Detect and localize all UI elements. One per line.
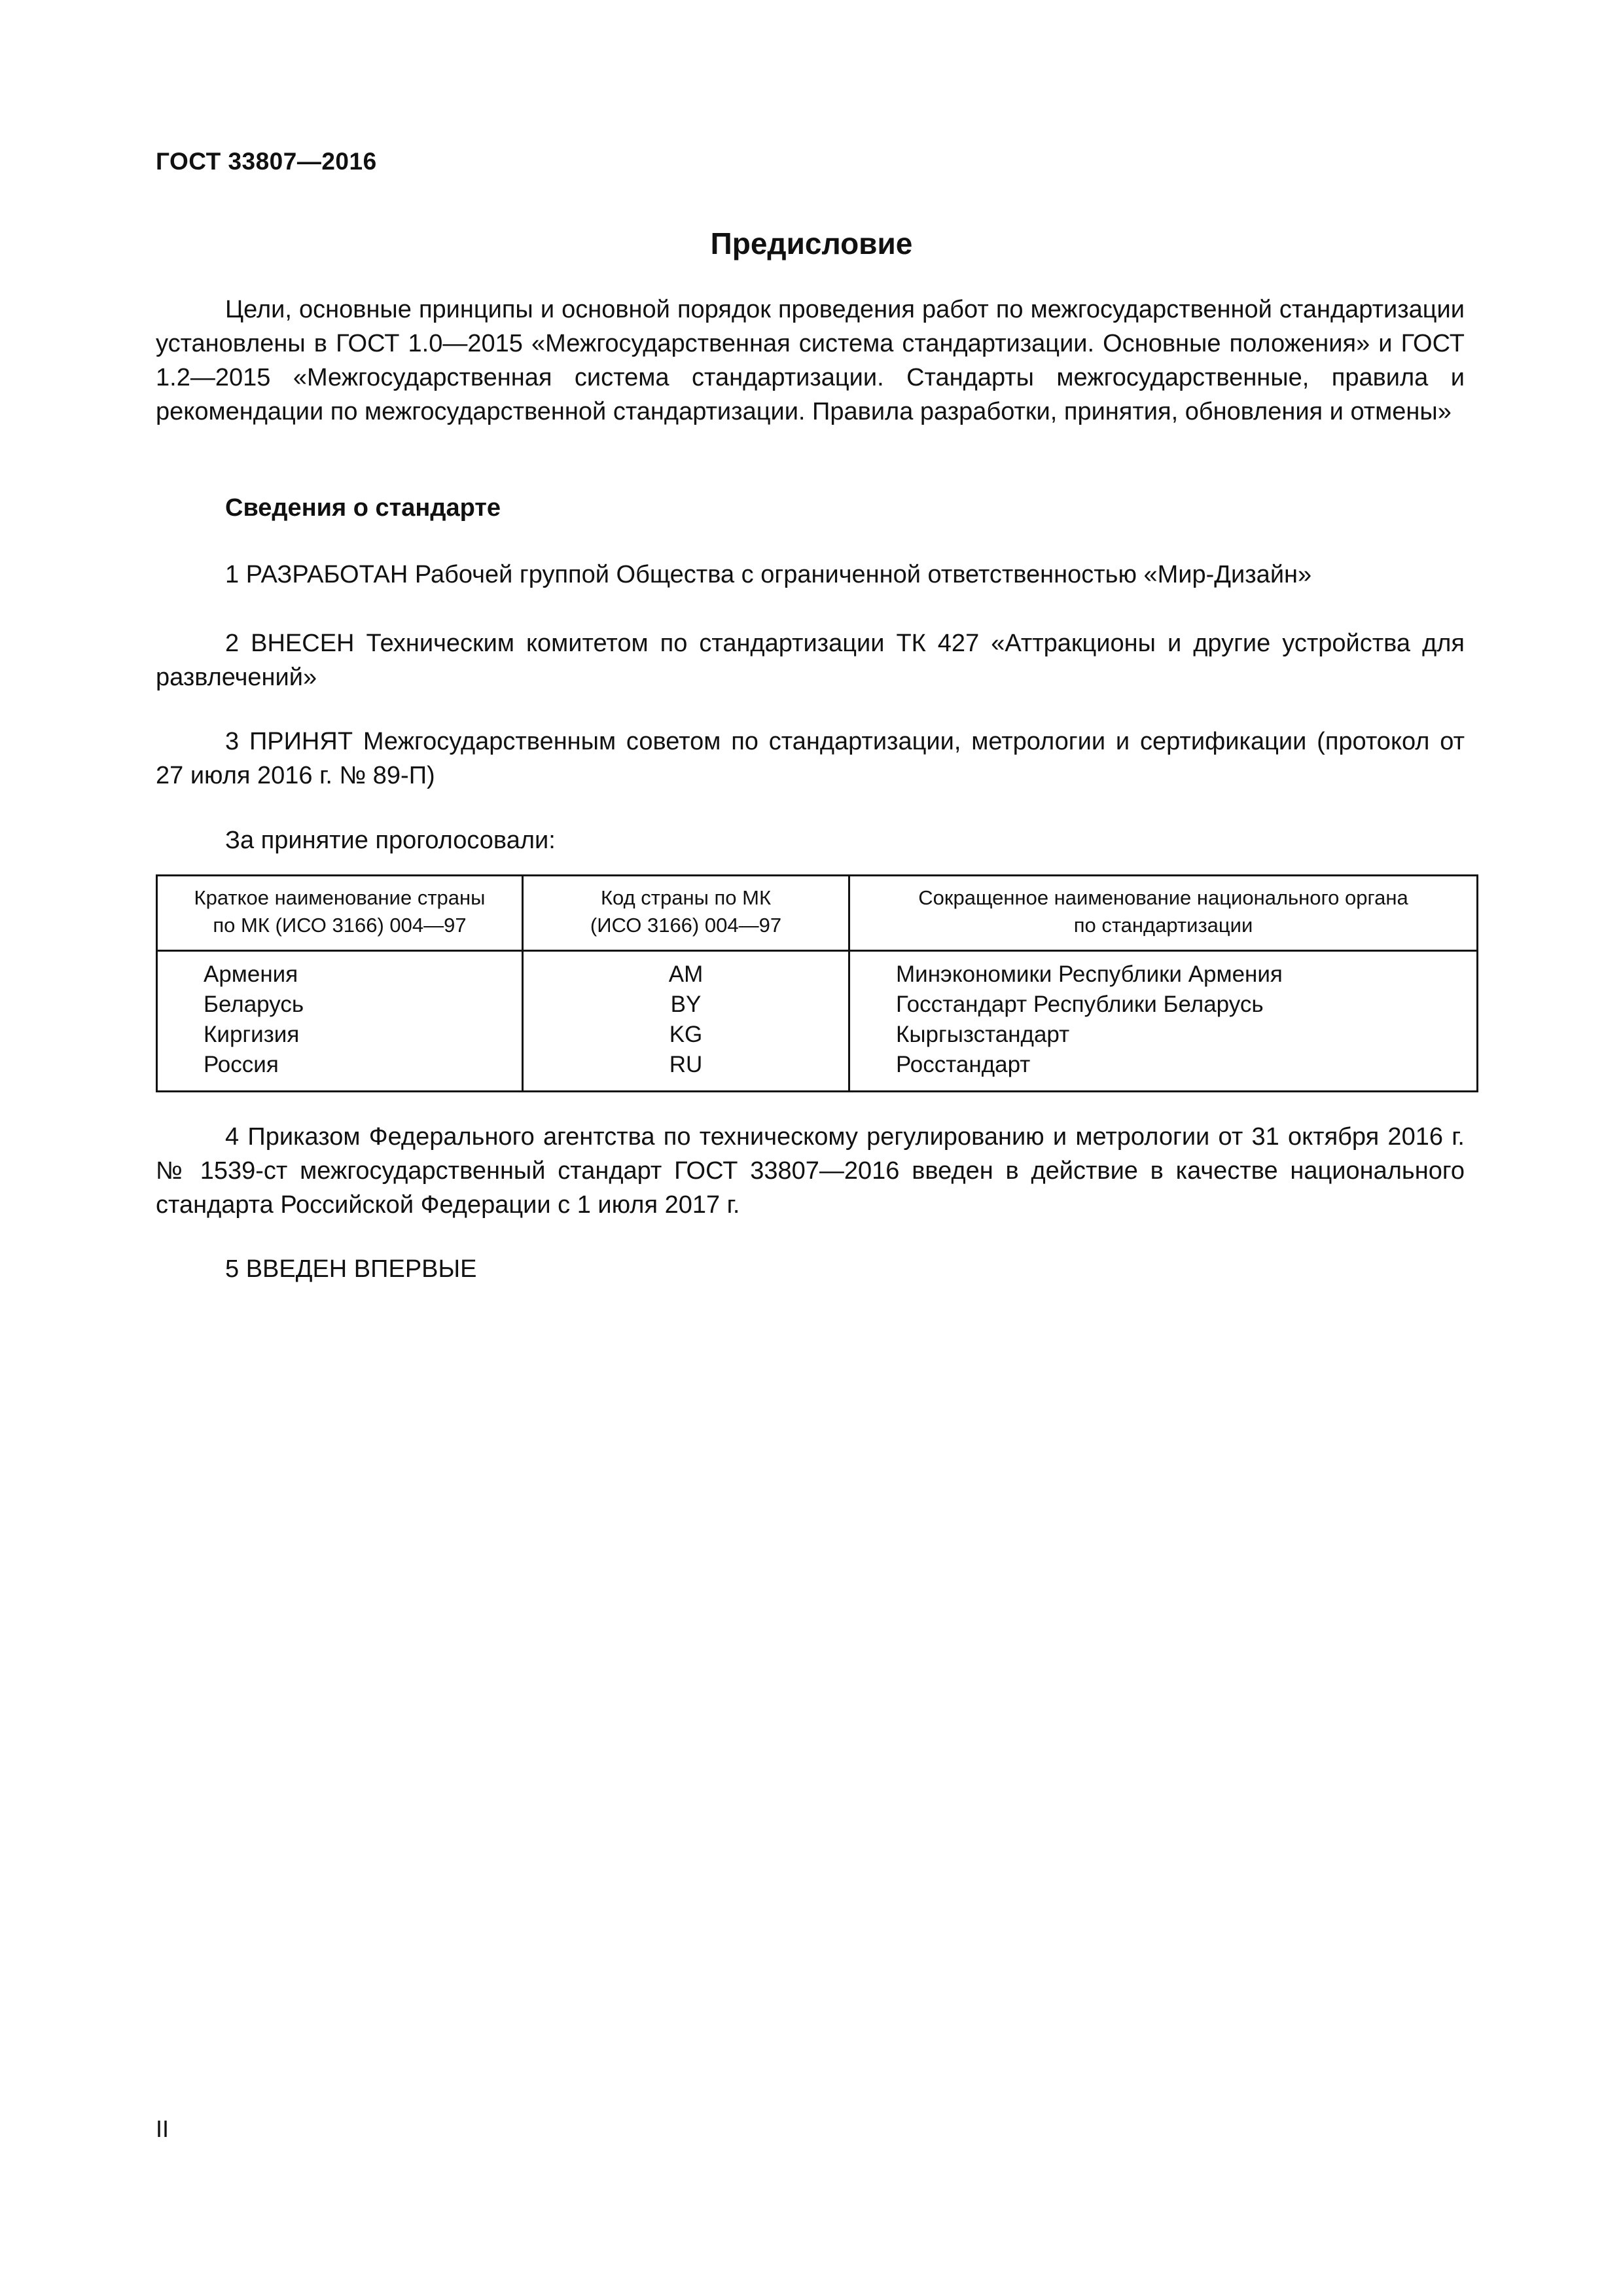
country-code: KG [523, 1020, 849, 1050]
table-row [157, 1050, 1478, 1092]
header-national-body-line1: Сокращенное наименование национального органа [918, 886, 1408, 909]
header-national-body [849, 876, 1478, 951]
header-national-body-line2: по стандартизации [1073, 914, 1253, 937]
table-row [157, 951, 1478, 990]
voting-countries-table [156, 874, 1478, 1092]
country-code: AM [523, 951, 849, 990]
header-country-name-line1: Краткое наименование страны [194, 886, 486, 909]
item-first-introduced: 5 ВВЕДЕН ВПЕРВЫЕ [225, 1255, 477, 1283]
national-body: Росстандарт [849, 1050, 1478, 1092]
table-row [157, 1020, 1478, 1050]
section-heading: Сведения о стандарте [225, 494, 501, 522]
item-enacted: 4 Приказом Федерального агентства по техническому регулированию и метрологии от 31 октября 2016 г. № 1539-ст межгосударственный стандарт ГОСТ 33807—2016 введен в действие в качестве национального стандарта Российской Федерации с 1 июля 2017 г. [156, 1123, 1465, 1219]
intro-paragraph: Цели, основные принципы и основной порядок проведения работ по межгосударственной стандартизации установлены в ГОСТ 1.0—2015 «Межгосударственная система стандартизации. Основные положения» и ГОСТ 1.2—2015 «Межгосударственная система стандартизации. Стандарты межгосударственные, правила и рекомендации по межгосударственной стандартизации. Правила разработки, принятия, обновления и отмены» [156, 296, 1465, 425]
standard-code-header: ГОСТ 33807—2016 [156, 148, 377, 175]
item-developed: 1 РАЗРАБОТАН Рабочей группой Общества с ограниченной ответственностью «Мир-Дизайн» [225, 561, 1312, 588]
national-body: Госстандарт Республики Беларусь [849, 990, 1478, 1020]
header-country-code-line2: (ИСО 3166) 004—97 [590, 914, 782, 937]
header-country-code-line1: Код страны по МК [600, 886, 772, 909]
voted-label: За принятие проголосовали: [225, 827, 556, 854]
header-country-name [157, 876, 523, 951]
item-adopted: 3 ПРИНЯТ Межгосударственным советом по стандартизации, метрологии и сертификации (протокол от 27 июля 2016 г. № 89-П) [156, 728, 1465, 789]
country-code: BY [523, 990, 849, 1020]
item-introduced: 2 ВНЕСЕН Техническим комитетом по стандартизации ТК 427 «Аттракционы и другие устройства для развлечений» [156, 630, 1465, 691]
page-number: II [156, 2115, 169, 2142]
table-row [157, 990, 1478, 1020]
table-header-row [157, 876, 1478, 951]
country-name: Армения [157, 951, 523, 990]
country-name: Россия [157, 1050, 523, 1092]
national-body: Минэкономики Республики Армения [849, 951, 1478, 990]
header-country-name-line2: по МК (ИСО 3166) 004—97 [213, 914, 467, 937]
national-body: Кыргызстандарт [849, 1020, 1478, 1050]
header-country-code [523, 876, 849, 951]
country-code: RU [523, 1050, 849, 1092]
page-title: Предисловие [710, 226, 913, 260]
country-name: Беларусь [157, 990, 523, 1020]
country-name: Киргизия [157, 1020, 523, 1050]
